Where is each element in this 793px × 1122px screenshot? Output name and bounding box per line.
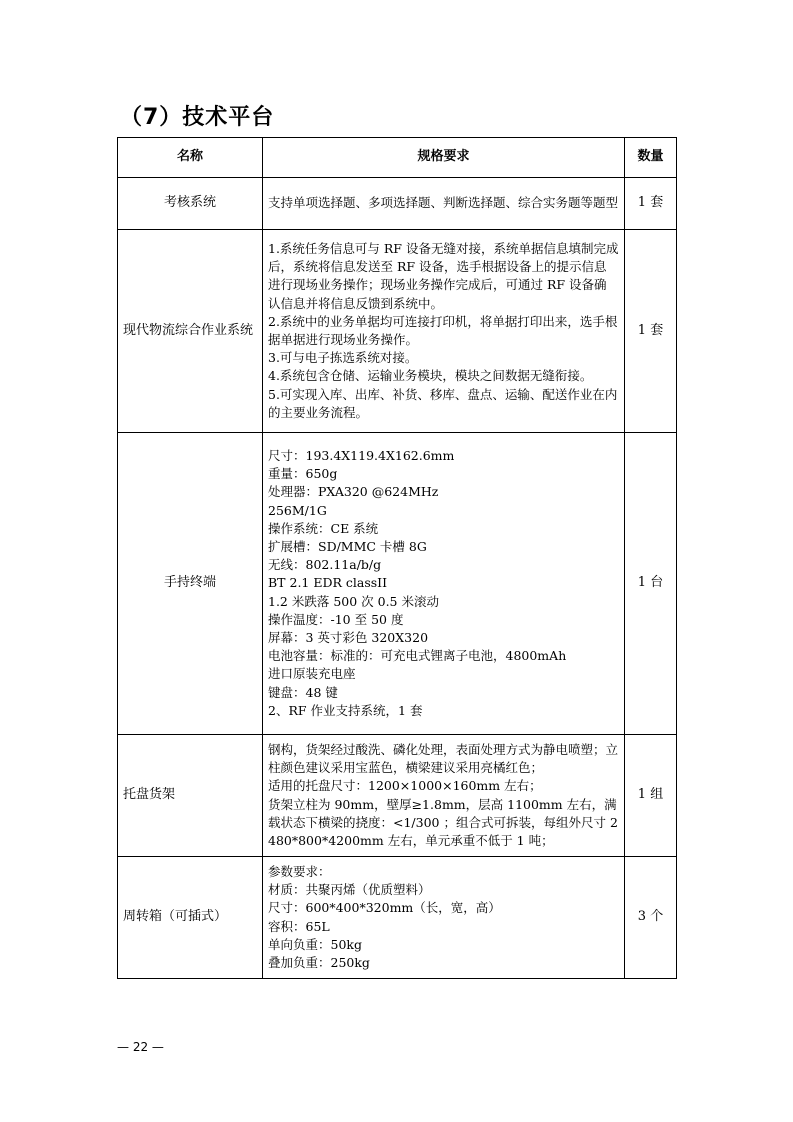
item-name: 托盘货架: [118, 735, 263, 857]
spec-line: 重量：650g: [268, 466, 338, 482]
table-header-row: [118, 138, 677, 178]
table-row: [118, 433, 677, 735]
spec-line: 电池容量：标准的：可充电式锂离子电池，4800mAh: [268, 648, 567, 664]
spec-line: 操作温度：-10 至 50 度: [268, 611, 404, 627]
spec-line: 操作系统：CE 系统: [268, 520, 379, 536]
spec-line: 256M/1G: [268, 502, 327, 518]
spec-line: 2.系统中的业务单据均可连接打印机，将单据打印出来，选手根据单据进行现场业务操作。: [268, 313, 618, 347]
spec-line: 3.可与电子拣选系统对接。: [268, 350, 418, 366]
item-spec: [263, 735, 625, 857]
spec-line: 2、RF 作业支持系统，1 套: [268, 702, 423, 718]
item-qty: 1 台: [625, 433, 677, 735]
spec-line: 容积：65L: [268, 918, 330, 934]
header-qty: 数量: [625, 138, 677, 178]
item-spec: [263, 230, 625, 433]
item-qty: 3 个: [625, 857, 677, 979]
item-qty: 1 套: [625, 178, 677, 230]
table-row: [118, 735, 677, 857]
spec-line: 5.可实现入库、出库、补货、移库、盘点、运输、配送作业在内的主要业务流程。: [268, 386, 618, 420]
page-number: — 22 —: [117, 1040, 164, 1054]
spec-line: 扩展槽：SD/MMC 卡槽 8G: [268, 538, 427, 554]
spec-line: 钢构，货架经过酸洗、磷化处理，表面处理方式为静电喷塑；立柱颜色建议采用宝蓝色，横梁建议采用亮橘红色；: [268, 741, 619, 776]
item-qty: 1 组: [625, 735, 677, 857]
header-spec: 规格要求: [263, 138, 625, 178]
item-spec: [263, 433, 625, 735]
item-name: 手持终端: [118, 433, 263, 735]
spec-line: 尺寸：600*400*320mm（长，宽，高）: [268, 900, 501, 916]
item-spec: [263, 857, 625, 979]
spec-line: 适用的托盘尺寸：1200×1000×160mm 左右；: [268, 778, 542, 794]
item-name: 周转箱（可插式）: [118, 857, 263, 979]
spec-line: 无线：802.11a/b/g: [268, 557, 382, 573]
spec-line: BT 2.1 EDR classII: [268, 575, 388, 591]
table-row: [118, 857, 677, 979]
spec-line: 4.系统包含仓储、运输业务模块，模块之间数据无缝衔接。: [268, 368, 593, 384]
spec-line: 尺寸：193.4X119.4X162.6mm: [268, 447, 455, 463]
spec-line: 参数要求：: [268, 863, 331, 879]
spec-table: [117, 137, 677, 979]
spec-line: 叠加负重：250kg: [268, 954, 370, 970]
spec-line: 材质：共聚丙烯（优质塑料）: [268, 882, 431, 898]
spec-line: 货架立柱为 90mm，壁厚≥1.8mm，层高 1100mm 左右，满载状态下横梁的挠度：<1/300 ；组合式可拆装，每组外尺寸 2480*800*4200mm 左右，单元承重不低于 1 吨；: [268, 796, 618, 848]
spec-line: 1.2 米跌落 500 次 0.5 米滚动: [268, 593, 439, 609]
spec-line: 进口原装充电座: [268, 666, 356, 682]
table-row: [118, 178, 677, 230]
item-qty: 1 套: [625, 230, 677, 433]
item-name: 考核系统: [118, 178, 263, 230]
item-name: 现代物流综合作业系统: [118, 230, 263, 433]
header-name: 名称: [118, 138, 263, 178]
spec-line: 单向负重：50kg: [268, 936, 362, 952]
spec-line: 支持单项选择题、多项选择题、判断选择题、综合实务题等题型: [268, 195, 619, 211]
spec-line: 键盘：48 键: [268, 684, 338, 700]
spec-line: 处理器：PXA320 @624MHz: [268, 484, 439, 500]
spec-line: 1.系统任务信息可与 RF 设备无缝对接，系统单据信息填制完成后，系统将信息发送至 RF 设备，选手根据设备上的提示信息进行现场业务操作；现场业务操作完成后，可通过 RF 设备确认信息并将信息反馈到系统中。: [268, 240, 619, 311]
spec-line: 屏幕：3 英寸彩色 320X320: [268, 630, 429, 645]
section-heading: （7）技术平台: [120, 105, 275, 130]
table-row: [118, 230, 677, 433]
item-spec: [263, 178, 625, 230]
